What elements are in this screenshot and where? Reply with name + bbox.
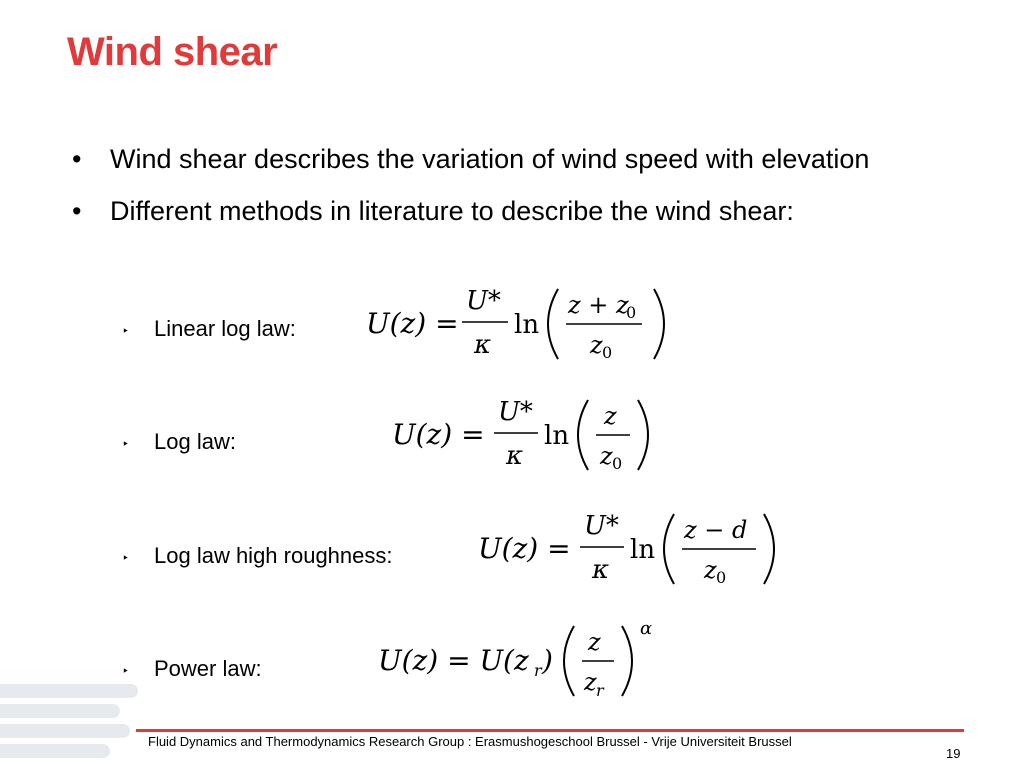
formula-log-law <box>388 396 658 478</box>
svg-text:U*: U* <box>466 286 501 316</box>
formula-linear-log-law <box>362 283 682 365</box>
decorative-stripe <box>0 704 120 718</box>
svg-text:κ: κ <box>592 555 610 585</box>
svg-text:κ: κ <box>474 330 492 360</box>
bullet-text: Wind shear describes the variation of wind speed with elevation <box>110 144 870 174</box>
bullet-list <box>72 140 952 244</box>
triangle-bullet-icon: ‣ <box>122 437 130 451</box>
svg-text:ln: ln <box>514 310 540 340</box>
svg-text:z: z <box>590 331 603 359</box>
bullet-dot-icon: • <box>72 196 82 226</box>
decorative-stripe <box>0 744 110 758</box>
svg-text:0: 0 <box>602 343 613 362</box>
svg-text:0: 0 <box>612 454 623 473</box>
svg-text:U(z) =: U(z) = <box>478 532 571 565</box>
svg-text:z − d: z − d <box>684 516 748 544</box>
svg-text:z + z: z + z <box>568 291 629 319</box>
decorative-stripe <box>0 684 138 698</box>
svg-text:z: z <box>588 628 601 656</box>
formula-power-law <box>374 618 664 702</box>
svg-text:z: z <box>604 402 617 430</box>
svg-text:α: α <box>640 618 653 639</box>
triangle-bullet-icon: ‣ <box>122 551 130 565</box>
svg-text:r: r <box>596 681 604 700</box>
svg-text:): ) <box>542 644 553 677</box>
svg-text:U*: U* <box>498 397 533 427</box>
svg-text:U(z) = U(z: U(z) = U(z <box>378 644 529 677</box>
footer-text: Fluid Dynamics and Thermodynamics Research Group : Erasmushogeschool Brussel - Vrije Universiteit Brussel <box>148 734 792 749</box>
svg-text:ln: ln <box>544 421 570 451</box>
decorative-stripe <box>0 724 130 738</box>
bullet-item <box>72 140 952 178</box>
triangle-bullet-icon: ‣ <box>122 664 130 678</box>
bullet-dot-icon: • <box>72 144 82 174</box>
footer-divider <box>136 729 964 732</box>
svg-text:ln: ln <box>630 535 656 565</box>
svg-text:U(z) =: U(z) = <box>392 418 485 451</box>
method-label: Linear log law: <box>154 316 296 341</box>
formula-log-law-high-roughness <box>474 510 784 592</box>
method-label: Power law: <box>154 656 262 681</box>
svg-text:z: z <box>584 668 597 696</box>
bullet-item <box>72 192 952 230</box>
svg-text:U(z) =: U(z) = <box>366 307 459 340</box>
svg-text:r: r <box>534 661 542 680</box>
triangle-bullet-icon: ‣ <box>122 324 130 338</box>
method-label: Log law high roughness: <box>154 543 393 568</box>
svg-text:0: 0 <box>626 303 637 322</box>
page-number: 19 <box>946 746 961 761</box>
svg-text:U*: U* <box>584 511 619 541</box>
svg-text:0: 0 <box>716 568 727 587</box>
svg-text:κ: κ <box>506 441 524 471</box>
slide-title: Wind shear <box>67 30 278 74</box>
method-label: Log law: <box>154 429 236 454</box>
bullet-text: Different methods in literature to describe the wind shear: <box>110 196 794 226</box>
svg-text:z: z <box>600 442 613 470</box>
svg-text:z: z <box>704 556 717 584</box>
